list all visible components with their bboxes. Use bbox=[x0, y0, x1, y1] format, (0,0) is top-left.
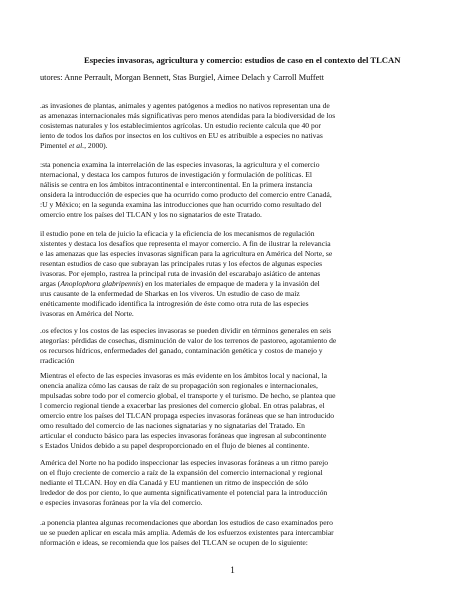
text-line: América del Norte no ha podido inspeccionar las especies invasoras foráneas a un ritmo parejo bbox=[40, 458, 329, 467]
text-line: :sta ponencia examina la interrelación de las especies invasoras, la agricultura y el comercio bbox=[40, 160, 320, 169]
text-line: mpulsadas sobre todo por el comercio global, el transporte y el turismo. De hecho, se plantea que bbox=[40, 391, 336, 401]
text-line: onsidera la introducción de especies que ha ocurrido como producto del comercio entre Canadá, bbox=[40, 190, 332, 200]
text-line: enéticamente modificado identifica la introgresión de éste como otra ruta de las especies bbox=[40, 299, 309, 309]
text-line: Mientras el efecto de las especies invasoras es más evidente en los ámbitos local y nacional, la bbox=[40, 371, 327, 380]
text-line: lrededor de dos por ciento, lo que aumenta significativamente el potencial para la introducción bbox=[40, 488, 328, 498]
page-number: 1 bbox=[230, 566, 235, 576]
paragraph-3 bbox=[40, 229, 458, 319]
text-line: articular el conducto básico para las especies invasoras foráneas que ingresan al subcontinente bbox=[40, 431, 327, 441]
text-line: ategorías: pérdidas de cosechas, disminución de valor de los terrenos de pastoreo, agotamiento de bbox=[40, 336, 337, 346]
document-title: Especies invasoras, agricultura y comercio: estudios de caso en el contexto del TLCAN bbox=[84, 55, 401, 65]
text-line: omercio entre los países del TLCAN propaga especies invasoras foráneas que se han introducido bbox=[40, 411, 335, 421]
text-line: .os efectos y los costos de las especies invasoras se pueden dividir en términos generales en seis bbox=[40, 326, 332, 335]
text-line: ivasoras en América del Norte. bbox=[40, 309, 134, 319]
text-line: ırus causante de la enfermedad de Sharkas en los viveros. Un estudio de caso de maíz bbox=[40, 289, 300, 299]
text-line: omercio entre los países del TLCAN y los no signatarios de este Tratado. bbox=[40, 210, 262, 220]
text-line: .a ponencia plantea algunas recomendaciones que abordan los estudios de caso examinados pero bbox=[40, 518, 333, 527]
text-line: s Estados Unidos debido a su papel desproporcionado en el flujo de bienes al continente. bbox=[40, 441, 310, 451]
text-line: ue se pueden aplicar en escala más amplia. Además de los esfuerzos existentes para intercambiar bbox=[40, 528, 334, 538]
document-authors: utores: Anne Perrault, Morgan Bennett, Stas Burgiel, Aimee Delach y Carroll Muffett bbox=[40, 73, 324, 82]
text-line: cosistemas naturales y los establecimientos agrícolas. Un estudio reciente calcula que 40 por bbox=[40, 121, 322, 131]
text-line: xistentes y destaca los desafíos que representa el mayor comercio. A fin de ilustrar la relevancia bbox=[40, 239, 331, 249]
text-line: argas (Anoplophora glabripennis) en los materiales de empaque de madera y la invasión del bbox=[40, 279, 320, 289]
text-line: os recursos hídricos, enfermedades del ganado, contaminación genética y costos de manejo y bbox=[40, 346, 323, 356]
paragraph-4 bbox=[40, 326, 458, 366]
paragraph-5 bbox=[40, 371, 458, 451]
italic-term: et al. bbox=[68, 141, 85, 151]
text-line: il estudio pone en tela de juicio la eficacia y la eficiencia de los mecanismos de regulación bbox=[40, 229, 315, 238]
text-line: resentan estudios de caso que subrayan las principales rutas y los efectos de algunas especies bbox=[40, 259, 323, 269]
text-line: iento de todos los daños por insectos en los cultivos en EU es atribuible a especies no nativas bbox=[40, 131, 323, 141]
text-line: l comercio regional tiende a exacerbar las presiones del comercio global. En otras palabras, el bbox=[40, 401, 325, 411]
paragraph-7 bbox=[40, 518, 458, 548]
text-line: as amenazas internacionales más significativas pero menos atendidas para la biodiversidad de los bbox=[40, 111, 336, 121]
text-line: .as invasiones de plantas, animales y agentes patógenos a medios no nativos representan una de bbox=[40, 101, 330, 110]
text-line: on el flujo creciente de comercio a raíz de la expansión del comercio internacional y regional bbox=[40, 468, 323, 478]
text-line: e especies invasoras foráneas por la vía del comercio. bbox=[40, 498, 203, 508]
text-line: ivasoras. Por ejemplo, rastrea la principal ruta de invasión del escarabajo asiático de antenas bbox=[40, 269, 321, 279]
text-line: nálisis se centra en los ámbitos intracontinental e intercontinental. En la primera instancia bbox=[40, 180, 313, 190]
text-line: e las amenazas que las especies invasoras significan para la agricultura en América del Norte, se bbox=[40, 249, 333, 259]
paragraph-2 bbox=[40, 160, 458, 220]
text-line: omo resultado del comercio de las naciones signatarias y no signatarias del Tratado. En bbox=[40, 421, 305, 431]
text-line: nediante el TLCAN. Hoy en día Canadá y EU mantienen un ritmo de inspección de sólo bbox=[40, 478, 309, 488]
paragraph-6 bbox=[40, 458, 458, 508]
text-line: Pimentel et al., 2000). bbox=[40, 141, 108, 151]
text-line: onencia analiza cómo las causas de raíz de su propagación son regionales e internacionales, bbox=[40, 381, 318, 391]
text-line: :U y México; en la segunda examina las introducciones que han ocurrido como resultado del bbox=[40, 200, 322, 210]
italic-term: Anoplophora glabripennis bbox=[60, 279, 141, 289]
text-line: nternacional, y destaca los campos futuros de investigación y formulación de políticas. El bbox=[40, 170, 313, 180]
text-line: rradicación bbox=[40, 356, 75, 366]
paragraph-1 bbox=[40, 101, 458, 151]
text-line: nformación e ideas, se recomienda que los países del TLCAN se ocupen de lo siguiente: bbox=[40, 538, 308, 548]
